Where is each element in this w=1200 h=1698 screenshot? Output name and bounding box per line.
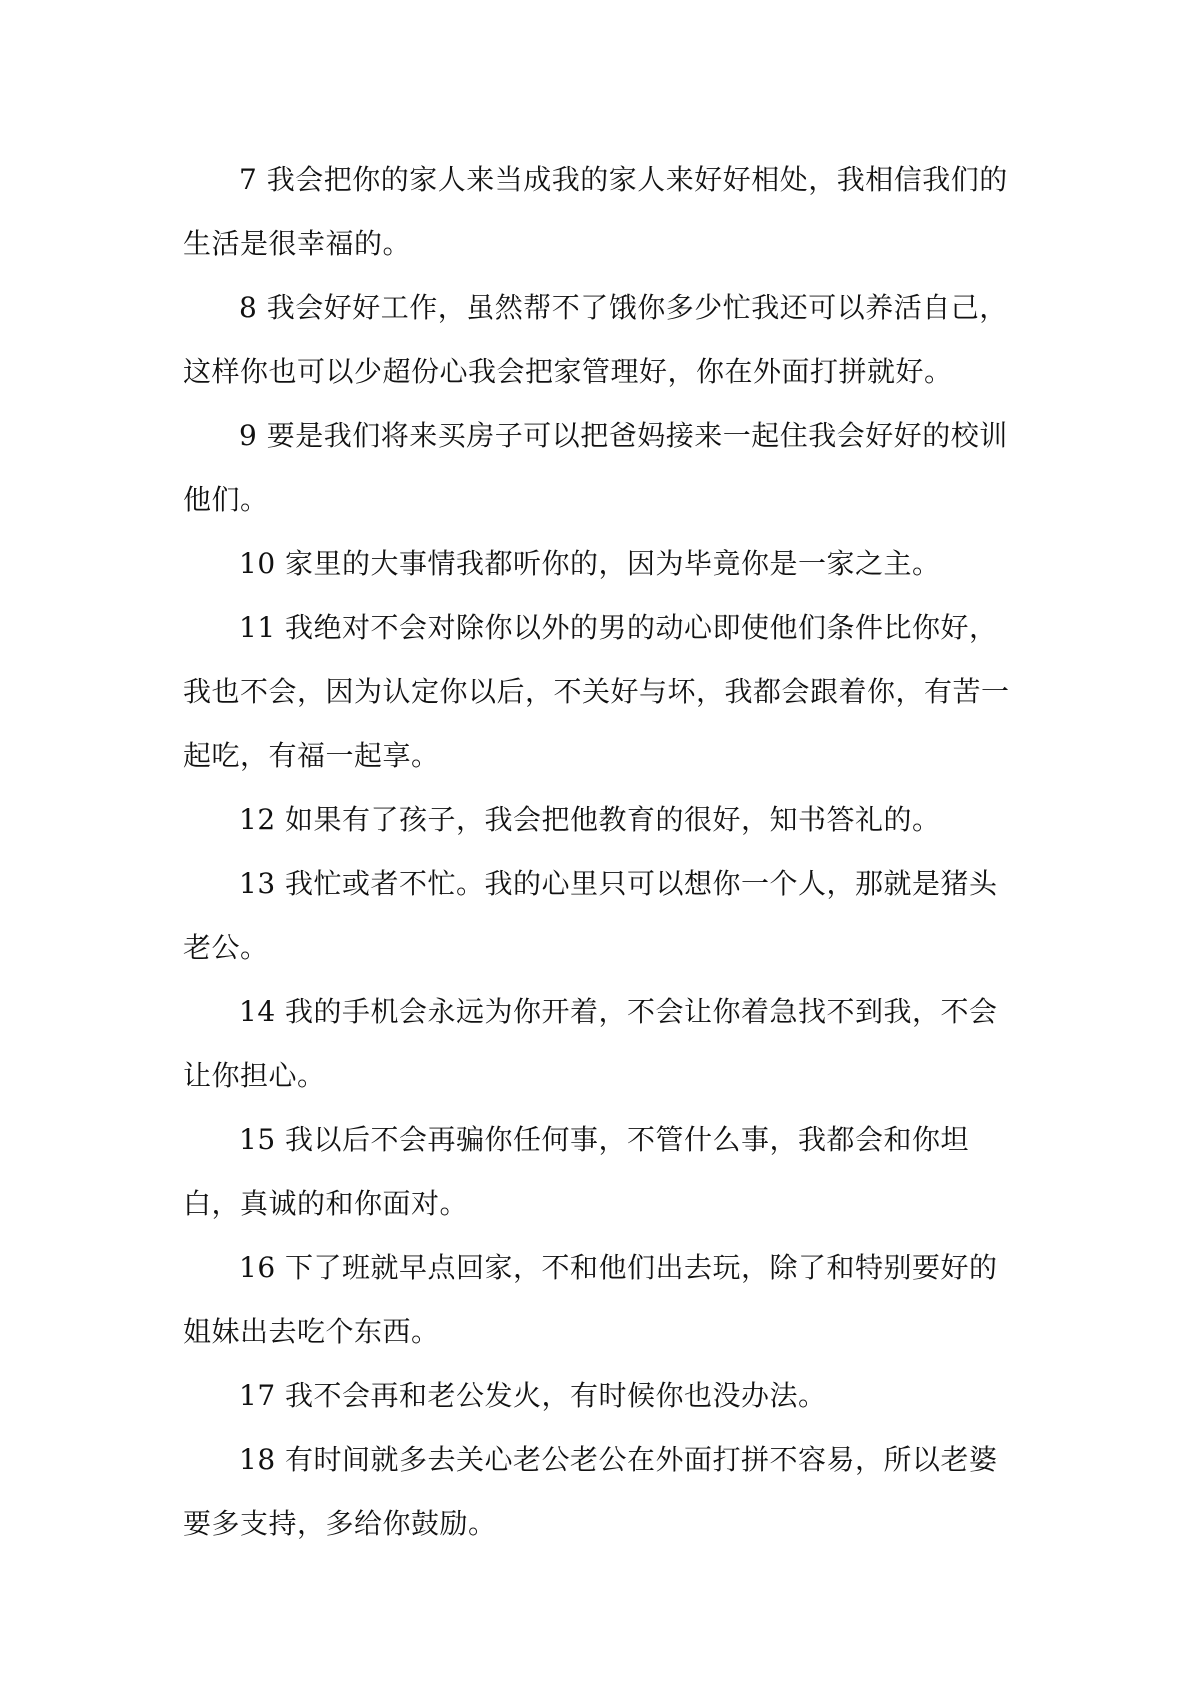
paragraph-14: 14 我的手机会永远为你开着，不会让你着急找不到我，不会让你担心。 (183, 995, 998, 1092)
paragraph-11: 11 我绝对不会对除你以外的男的动心即使他们条件比你好，我也不会，因为认定你以后，不关好与坏，我都会跟着你，有苦一起吃，有福一起享。 (183, 611, 1010, 772)
paragraph-15: 15 我以后不会再骗你任何事，不管什么事，我都会和你坦白，真诚的和你面对。 (183, 1123, 970, 1220)
paragraph-7: 7 我会把你的家人来当成我的家人来好好相处，我相信我们的生活是很幸福的。 (183, 163, 1008, 260)
paragraph-10: 10 家里的大事情我都听你的，因为毕竟你是一家之主。 (239, 547, 941, 580)
paragraph-9: 9 要是我们将来买房子可以把爸妈接来一起住我会好好的校训他们。 (183, 419, 1008, 516)
paragraph-12: 12 如果有了孩子，我会把他教育的很好，知书答礼的。 (239, 803, 941, 836)
document-body (183, 148, 1023, 1556)
paragraph-8: 8 我会好好工作，虽然帮不了饿你多少忙我还可以养活自己，这样你也可以少超份心我会把家管理好，你在外面打拼就好。 (183, 291, 1008, 388)
paragraph-13: 13 我忙或者不忙。我的心里只可以想你一个人，那就是猪头老公。 (183, 867, 998, 964)
paragraph-17: 17 我不会再和老公发火，有时候你也没办法。 (239, 1379, 827, 1412)
paragraph-16: 16 下了班就早点回家，不和他们出去玩，除了和特别要好的姐妹出去吃个东西。 (183, 1251, 998, 1348)
paragraph-18: 18 有时间就多去关心老公老公在外面打拼不容易，所以老婆要多支持，多给你鼓励。 (183, 1443, 998, 1540)
